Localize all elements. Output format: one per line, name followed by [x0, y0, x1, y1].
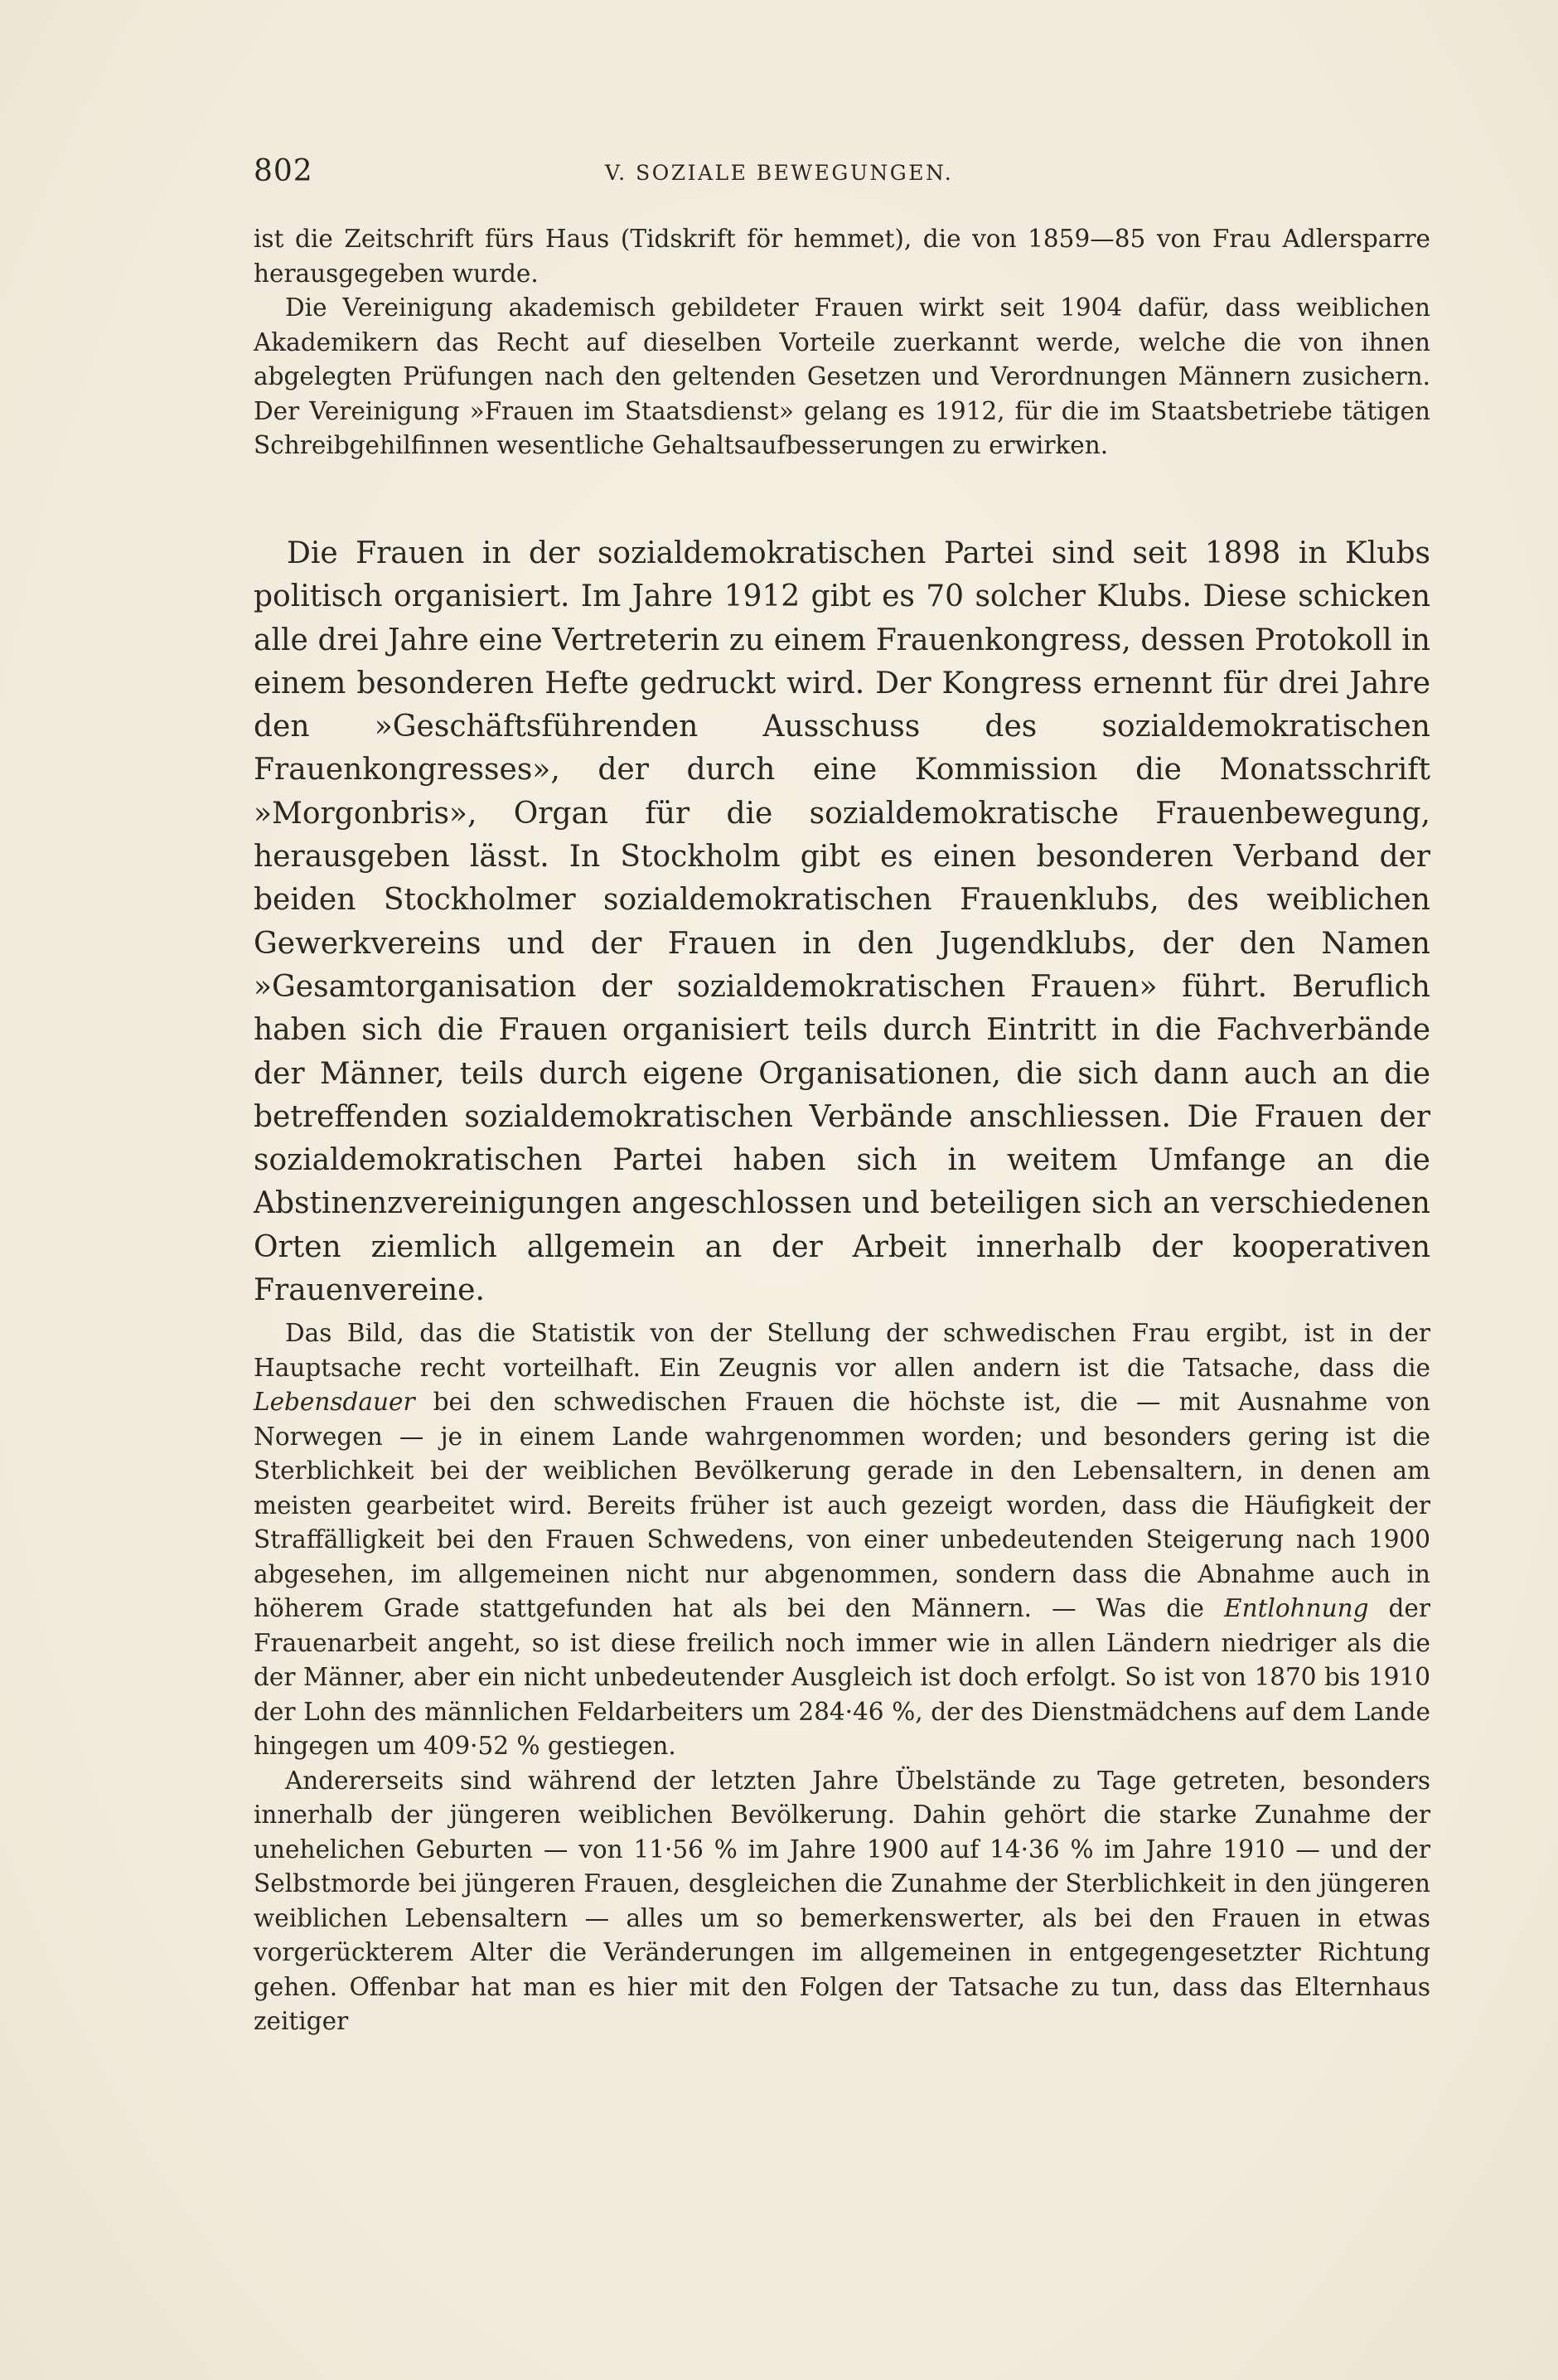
paragraph-problems: Andererseits sind während der letzten Jahre Übelstände zu Tage getreten, besonders innerhalb der jüngeren weiblichen Bevölkerung. Dahin gehört die starke Zunahme der unehelichen Geburten — von 11·56 % im Jahre 1900 auf 14·36 % im Jahre 1910 — und der Selbstmorde bei jüngeren Frauen, desgleichen die Zunahme der Sterblichkeit in den jüngeren weiblichen Lebensaltern — alles um so bemerkenswerter, als bei den Frauen in etwas vorgerückterem Alter die Veränderungen im allgemeinen in entgegengesetzter Richtung gehen. Offenbar hat man es hier mit den Folgen der Tatsache zu tun, dass das Elternhaus zeitiger — [254, 1766, 1430, 2035]
running-head: V. SOZIALE BEWEGUNGEN. — [605, 161, 954, 185]
emphasis-lebensdauer: Lebensdauer — [254, 1388, 415, 1416]
section-statistics — [254, 1316, 1430, 2039]
paragraph-academic-women: Die Vereinigung akademisch gebildeter Frauen wirkt seit 1904 dafür, dass weiblichen Akademikern das Recht auf dieselben Vorteile zuerkannt werde, welche die von ihnen abgelegten Prüfungen nach den geltenden Gesetzen und Verordnungen Männern zusichern. Der Vereinigung »Frauen im Staatsdienst» gelang es 1912, für die im Staatsbetriebe tätigen Schreibgehilfinnen wesentliche Gehaltsaufbesserungen zu erwirken. — [254, 293, 1430, 459]
paragraph-continuation: ist die Zeitschrift fürs Haus (Tidskrift för hemmet), die von 1859—85 von Frau Adlersparre herausgegeben wurde. — [254, 225, 1430, 288]
text-run: bei den schwedischen Frauen die höchste ist, die — mit Ausnahme von Norwegen — je in einem Lande wahrgenommen worden; und besonders gering ist die Sterblichkeit bei der weiblichen Bevölkerung gerade in den Lebensaltern, in denen am meisten gearbeitet wird. Bereits früher ist auch gezeigt worden, dass die Häufigkeit der Straffälligkeit bei den Frauen Schwedens, von einer unbedeutenden Steigerung nach 1900 abgesehen, im allgemeinen nicht nur abgenommen, sondern dass die Abnahme auch in höherem Grade stattgefunden hat als bei den Männern. — Was die — [254, 1388, 1430, 1622]
text-run: Das Bild, das die Statistik von der Stellung der schwedischen Frau ergibt, ist in der Hauptsache recht vorteilhaft. Ein Zeugnis vor allen andern ist die Tatsache, dass die — [254, 1319, 1430, 1382]
paragraph-social-democratic-clubs: Die Frauen in der sozialdemokratischen Partei sind seit 1898 in Klubs politisch organisiert. Im Jahre 1912 gibt es 70 solcher Klubs. Diese schicken alle drei Jahre eine Vertreterin zu einem Frauenkongress, dessen Protokoll in einem besonderen Hefte gedruckt wird. Der Kongress ernennt für drei Jahre den »Geschäftsführenden Ausschuss des sozialdemokratischen Frauenkongresses», der durch eine Kommission die Monatsschrift »Morgonbris», Organ für die sozialdemokratische Frauenbewegung, herausgeben lässt. In Stockholm gibt es einen besonderen Verband der beiden Stockholmer sozialdemokratischen Frauenklubs, des weiblichen Gewerkvereins und der Frauen in den Jugendklubs, der den Namen »Gesamtorganisation der sozialdemokratischen Frauen» führt. Beruflich haben sich die Frauen organisiert teils durch Eintritt in die Fachverbände der Männer, teils durch eigene Organisationen, die sich dann auch an die betreffenden sozialdemokratischen Verbände anschliessen. Die Frauen der sozialdemokratischen Partei haben sich in weitem Umfange an die Abstinenzvereinigungen angeschlossen und beteiligen sich an verschiedenen Orten ziemlich allgemein an der Arbeit innerhalb der kooperativen Frauenvereine. — [254, 536, 1430, 1308]
text-run: der Frauenarbeit angeht, so ist diese freilich noch immer wie in allen Ländern niedriger als die der Männer, aber ein nicht unbedeutender Ausgleich ist doch erfolgt. So ist von 1870 bis 1910 der Lohn des männlichen Feldarbeiters um 284·46 %, der des Dienstmädchens auf dem Lande hingegen um 409·52 % gestiegen. — [254, 1594, 1430, 1760]
section-social-democratic-women — [254, 532, 1430, 1312]
emphasis-entlohnung: Entlohnung — [1224, 1594, 1369, 1622]
section-organisations — [254, 222, 1430, 463]
page-header — [254, 154, 1430, 191]
paragraph-statistics — [254, 1316, 1430, 1764]
page-number: 802 — [254, 154, 313, 188]
